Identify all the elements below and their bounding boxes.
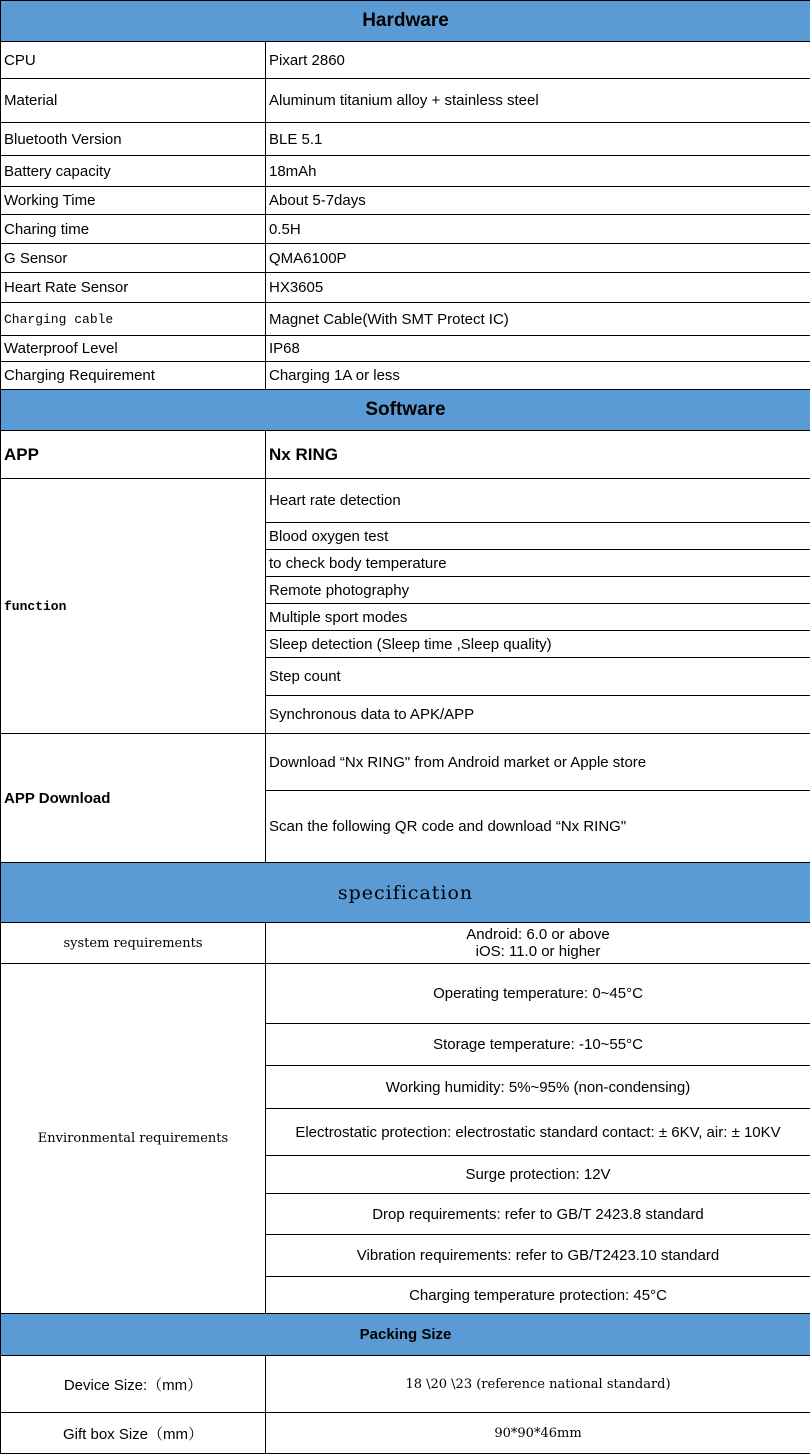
function-item: Remote photography (266, 577, 810, 604)
table-row (1, 923, 810, 964)
function-item: Blood oxygen test (266, 523, 810, 550)
spec-value: QMA6100P (266, 244, 810, 273)
packing-value: 18 \20 \23 (reference national standard) (266, 1356, 810, 1413)
environmental-requirement: Vibration requirements: refer to GB/T2423.10 standard (266, 1235, 810, 1277)
table-row (1, 479, 810, 523)
environmental-requirement: Surge protection: 12V (266, 1156, 810, 1194)
table-row (1, 390, 810, 431)
function-item: to check body temperature (266, 550, 810, 577)
section-header-hardware: Hardware (1, 1, 810, 42)
environmental-requirement: Operating temperature: 0~45°C (266, 964, 810, 1024)
spec-value: Pixart 2860 (266, 42, 810, 79)
function-label: function (1, 479, 266, 734)
environmental-requirement: Working humidity: 5%~95% (non-condensing) (266, 1066, 810, 1109)
spec-label: Working Time (1, 187, 266, 215)
table-row (1, 156, 810, 187)
spec-value: HX3605 (266, 273, 810, 303)
function-item: Synchronous data to APK/APP (266, 696, 810, 734)
spec-value: Magnet Cable(With SMT Protect IC) (266, 303, 810, 336)
spec-label: Charing time (1, 215, 266, 244)
table-row (1, 1, 810, 42)
spec-value: 18mAh (266, 156, 810, 187)
table-row (1, 1413, 810, 1454)
spec-label: Heart Rate Sensor (1, 273, 266, 303)
system-requirements-value (266, 923, 810, 964)
app-name: Nx RING (266, 431, 810, 479)
table-row (1, 123, 810, 156)
spec-value: Charging 1A or less (266, 362, 810, 390)
table-row (1, 431, 810, 479)
system-requirement: iOS: 11.0 or higher (475, 943, 601, 960)
spec-label: Waterproof Level (1, 336, 266, 362)
table-row (1, 303, 810, 336)
environmental-requirement: Electrostatic protection: electrostatic standard contact: ± 6KV, air: ± 10KV (266, 1109, 810, 1156)
spec-label: Material (1, 79, 266, 123)
app-download-item: Scan the following QR code and download “Nx RING" (266, 791, 810, 863)
table-row (1, 42, 810, 79)
environmental-requirement: Storage temperature: -10~55°C (266, 1024, 810, 1066)
table-row (1, 215, 810, 244)
section-header-specification: specification (1, 863, 810, 923)
section-header-software: Software (1, 390, 810, 431)
environmental-requirements-label: Environmental requirements (1, 964, 266, 1314)
table-row (1, 336, 810, 362)
system-requirement: Android: 6.0 or above (466, 926, 610, 943)
table-row (1, 863, 810, 923)
function-item: Step count (266, 658, 810, 696)
function-item: Sleep detection (Sleep time ,Sleep quality) (266, 631, 810, 658)
spec-label: G Sensor (1, 244, 266, 273)
packing-label: Device Size:（mm） (1, 1356, 266, 1413)
section-header-packing: Packing Size (1, 1314, 810, 1356)
spec-label: CPU (1, 42, 266, 79)
table-row (1, 1356, 810, 1413)
spec-label: Charging cable (1, 303, 266, 336)
table-row (1, 1314, 810, 1356)
table-row (1, 79, 810, 123)
spec-label: Charging Requirement (1, 362, 266, 390)
table-row (1, 244, 810, 273)
table-row (1, 964, 810, 1024)
spec-value: 0.5H (266, 215, 810, 244)
function-item: Multiple sport modes (266, 604, 810, 631)
table-row (1, 734, 810, 791)
spec-value: IP68 (266, 336, 810, 362)
table-row (1, 362, 810, 390)
table-row (1, 187, 810, 215)
function-item: Heart rate detection (266, 479, 810, 523)
app-label: APP (1, 431, 266, 479)
spec-label: Bluetooth Version (1, 123, 266, 156)
environmental-requirement: Charging temperature protection: 45°C (266, 1277, 810, 1314)
spec-label: Battery capacity (1, 156, 266, 187)
app-download-item: Download “Nx RING" from Android market or Apple store (266, 734, 810, 791)
spec-value: About 5-7days (266, 187, 810, 215)
table-row (1, 273, 810, 303)
packing-label: Gift box Size（mm） (1, 1413, 266, 1454)
packing-value: 90*90*46mm (266, 1413, 810, 1454)
spec-value: BLE 5.1 (266, 123, 810, 156)
environmental-requirement: Drop requirements: refer to GB/T 2423.8 standard (266, 1194, 810, 1235)
spec-value: Aluminum titanium alloy + stainless steel (266, 79, 810, 123)
system-requirements-label: system requirements (1, 923, 266, 964)
app-download-label: APP Download (1, 734, 266, 863)
